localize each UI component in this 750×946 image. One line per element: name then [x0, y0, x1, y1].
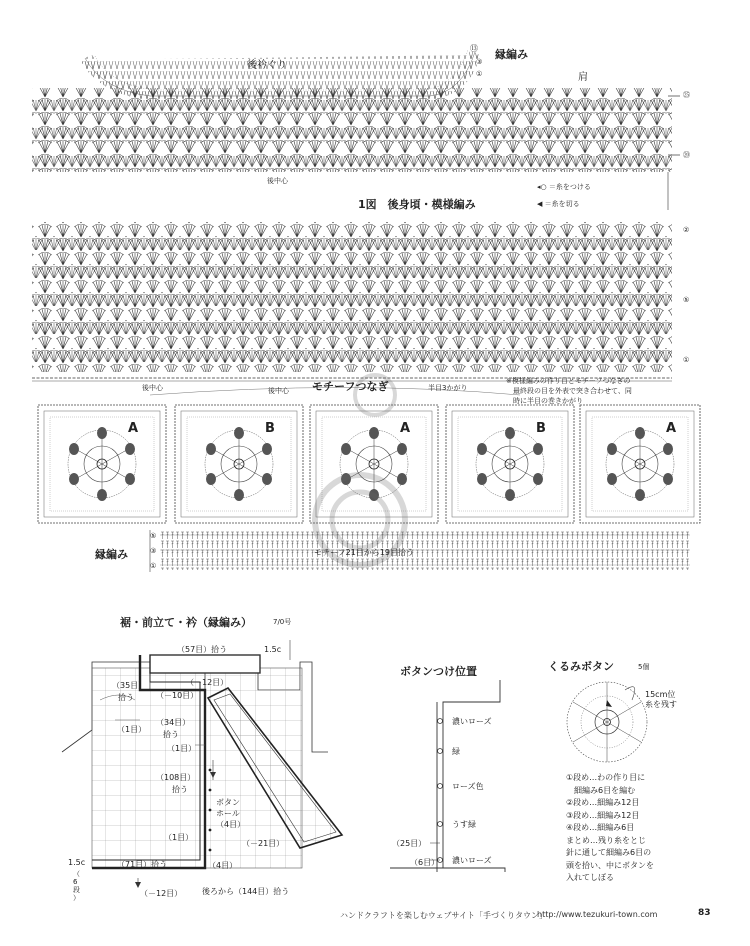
hem-m12-top: （－12目） — [186, 678, 229, 687]
footer-site: ハンドクラフトを楽しむウェブサイト「手づくりタウン」 — [340, 911, 547, 920]
hem-pick34: 拾う — [163, 730, 179, 739]
hem-p34: （34目） — [156, 718, 191, 727]
cut-icon: ◀ — [537, 200, 545, 208]
edging-label: 縁編み — [495, 48, 528, 61]
motif-edge-row-3: ③ — [150, 547, 157, 555]
covered-button-title: くるみボタン — [548, 660, 614, 673]
row-mark-15: ② — [683, 226, 690, 234]
button-p25: （25目） — [392, 839, 427, 848]
pickup-note: モチーフ21目から19目拾う — [314, 548, 414, 557]
motif-letter-b1: B — [265, 421, 275, 436]
motif-edge-row-1: ① — [150, 562, 157, 570]
hem-p4: （4目） — [208, 861, 238, 870]
diagram1-title: 1図 後身頃・模様編み — [358, 198, 476, 211]
footer-url[interactable]: http://www.tezukuri-town.com — [537, 910, 658, 919]
page-number: 83 — [698, 908, 711, 918]
button-position-title: ボタンつけ位置 — [400, 665, 477, 678]
motif-edging-label: 縁編み — [95, 548, 128, 561]
join-icon: ◂○ — [537, 183, 549, 191]
row-mark-25: ㉕ — [683, 91, 690, 99]
button-color-5: 濃いローズ — [452, 856, 492, 865]
hem-m12-bot: （－12目） — [140, 889, 183, 898]
hem-p108: （108目） — [156, 773, 196, 782]
leave-yarn-note: 15cm位 糸を残す — [645, 690, 677, 709]
hem-cm15-top: 1.5c — [264, 645, 282, 654]
legend-cut: ◀ ＝糸を切る — [537, 200, 580, 208]
hem-cm15-bot: 1.5c — [68, 858, 86, 867]
hem-m10: （－10目） — [156, 691, 199, 700]
motif-letter-a1: A — [128, 421, 139, 436]
motif-letter-b2: B — [536, 421, 546, 436]
button-color-2: 緑 — [452, 747, 460, 756]
hem-p35: （35目） — [112, 681, 147, 690]
button-color-1: 濃いローズ — [452, 717, 492, 726]
motif-title: モチーフつなぎ — [312, 380, 389, 393]
row-mark-top: ⑬ — [470, 44, 478, 53]
button-p6: （6目） — [410, 858, 440, 867]
hem-p71: （71目）拾う — [117, 860, 168, 869]
hem-pick-35: 拾う — [118, 693, 134, 702]
hem-needle: 7/0号 — [273, 618, 292, 626]
back-center-3: 後中心 — [268, 387, 289, 395]
hem-pick108: 拾う — [172, 785, 188, 794]
hem-pick57: （57目）拾う — [177, 645, 228, 654]
hem-p1b: （1目） — [167, 744, 197, 753]
edge-row-3: ③ — [476, 58, 483, 66]
button-color-4: うす緑 — [452, 820, 476, 829]
hem-title: 裾・前立て・衿（縁編み） — [120, 616, 252, 629]
motif-letter-a2: A — [400, 421, 411, 436]
motif-note: ※模様編みの作り目とモチーフつなぎの 最終段の目を外表で突き合わせて、同 時に半目の巻きかがり — [506, 377, 632, 405]
covered-button-diagram — [567, 682, 647, 762]
back-center-2: 後中心 — [142, 384, 163, 392]
back-neckline-label: 後衿ぐり — [247, 60, 287, 71]
edge-row-1: ① — [476, 70, 483, 78]
hem-rows6: （ 6 段 ） — [73, 870, 80, 902]
covered-button-steps: ①段め…わの作り目に 細編み6目を編む ②段め…細編み12目 ③段め…細編み12目 ④段め…細編み6目 まとめ…残り糸をとじ 針に通して細編み6目の 頭を拾い、中にボタンを 入れてしぼる — [566, 773, 654, 882]
hem-p1a: （1目） — [117, 725, 147, 734]
hem-from-back: 後ろから（144目）拾う — [202, 887, 290, 896]
shoulder-label: 肩 — [578, 72, 588, 83]
buttonhole-label: ボタン ホール （4目） — [216, 798, 246, 829]
back-center-label: 後中心 — [267, 177, 288, 185]
button-color-3: ローズ色 — [452, 782, 484, 791]
hem-p1c: （1目） — [164, 833, 194, 842]
row-mark-5: ⑤ — [683, 296, 690, 304]
row-mark-20: ⑳ — [683, 151, 690, 159]
motif-letter-a3: A — [666, 421, 677, 436]
legend-join: ◂○ ＝糸をつける — [537, 183, 591, 191]
half-motif-label: 半目3かがり — [428, 384, 468, 392]
covered-button-qty: 5個 — [638, 663, 650, 671]
hem-m21: （－21目） — [242, 839, 285, 848]
motif-edge-row-5: ⑤ — [150, 532, 157, 540]
row-mark-1: ① — [683, 356, 690, 364]
